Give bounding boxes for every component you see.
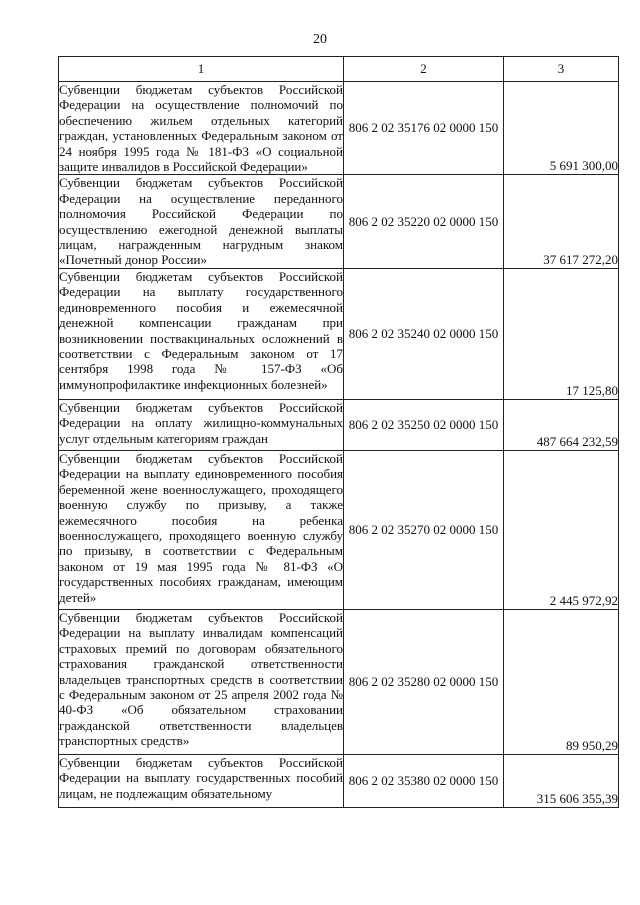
row-amount: 5 691 300,00 <box>504 82 619 175</box>
column-header-2: 2 <box>344 57 504 82</box>
row-description: Субвенции бюджетам субъектов Российской Федерации на оплату жилищно-коммунальных услуг отдельным категориям граждан <box>59 399 344 450</box>
row-code: 806 2 02 35270 02 0000 150 <box>344 450 504 609</box>
row-amount: 487 664 232,59 <box>504 399 619 450</box>
row-amount: 17 125,80 <box>504 268 619 399</box>
row-code: 806 2 02 35176 02 0000 150 <box>344 82 504 175</box>
row-amount: 2 445 972,92 <box>504 450 619 609</box>
row-code: 806 2 02 35280 02 0000 150 <box>344 609 504 754</box>
row-code: 806 2 02 35380 02 0000 150 <box>344 754 504 807</box>
row-description: Субвенции бюджетам субъектов Российской Федерации на выплату государственного единовременного пособия и ежемесячной денежной компенсации гражданам при возникновении поствакцинальных осложнений в соответствии с Федеральным законом от 17 сентября 1998 года № 157-ФЗ «Об иммунопрофилактике инфекционных болезней» <box>59 268 344 399</box>
table-row <box>59 754 619 807</box>
table-row <box>59 82 619 175</box>
row-code: 806 2 02 35240 02 0000 150 <box>344 268 504 399</box>
row-description: Субвенции бюджетам субъектов Российской Федерации на осуществление переданного полномочия Российской Федерации по осуществлению ежегодной денежной выплаты лицам, награжденным нагрудным знаком «Почетный донор России» <box>59 175 343 268</box>
row-description: Субвенции бюджетам субъектов Российской Федерации на выплату инвалидам компенсаций страховых премий по договорам обязательного страхования гражданской ответственности владельцев транспортных средств в соответствии с Федеральным законом от 25 апреля 2002 года № 40-ФЗ «Об обязательном страховании гражданской ответственности владельцев транспортных средств» <box>59 609 344 754</box>
table-header-row <box>59 57 619 82</box>
table-row <box>59 175 619 268</box>
column-header-3: 3 <box>504 57 619 82</box>
row-description: Субвенции бюджетам субъектов Российской Федерации на выплату государственных пособий лицам, не подлежащим обязательному <box>59 754 344 807</box>
table-row <box>59 268 619 399</box>
row-amount: 89 950,29 <box>504 609 619 754</box>
row-code: 806 2 02 35220 02 0000 150 <box>344 175 504 268</box>
column-header-1: 1 <box>59 57 344 82</box>
row-amount: 315 606 355,39 <box>504 754 619 807</box>
budget-table <box>58 56 619 808</box>
row-description: Субвенции бюджетам субъектов Российской Федерации на выплату единовременного пособия беременной жене военнослужащего, проходящего военную службу по призыву, а также ежемесячного пособия на ребенка военнослужащего, проходящего военную службу по призыву, в соответствии с Федеральным законом от 19 мая 1995 года № 81-ФЗ «О государственных пособиях гражданам, имеющим детей» <box>59 450 344 609</box>
row-description: Субвенции бюджетам субъектов Российской Федерации на осуществление полномочий по обеспечению жильем отдельных категорий граждан, установленных Федеральным законом от 24 ноября 1995 года № 181-ФЗ «О социальной защите инвалидов в Российской Федерации» <box>59 82 343 175</box>
table-row <box>59 450 619 609</box>
table-row <box>59 609 619 754</box>
page-number: 20 <box>313 32 327 47</box>
table-row <box>59 399 619 450</box>
row-code: 806 2 02 35250 02 0000 150 <box>344 399 504 450</box>
row-amount: 37 617 272,20 <box>504 175 619 268</box>
